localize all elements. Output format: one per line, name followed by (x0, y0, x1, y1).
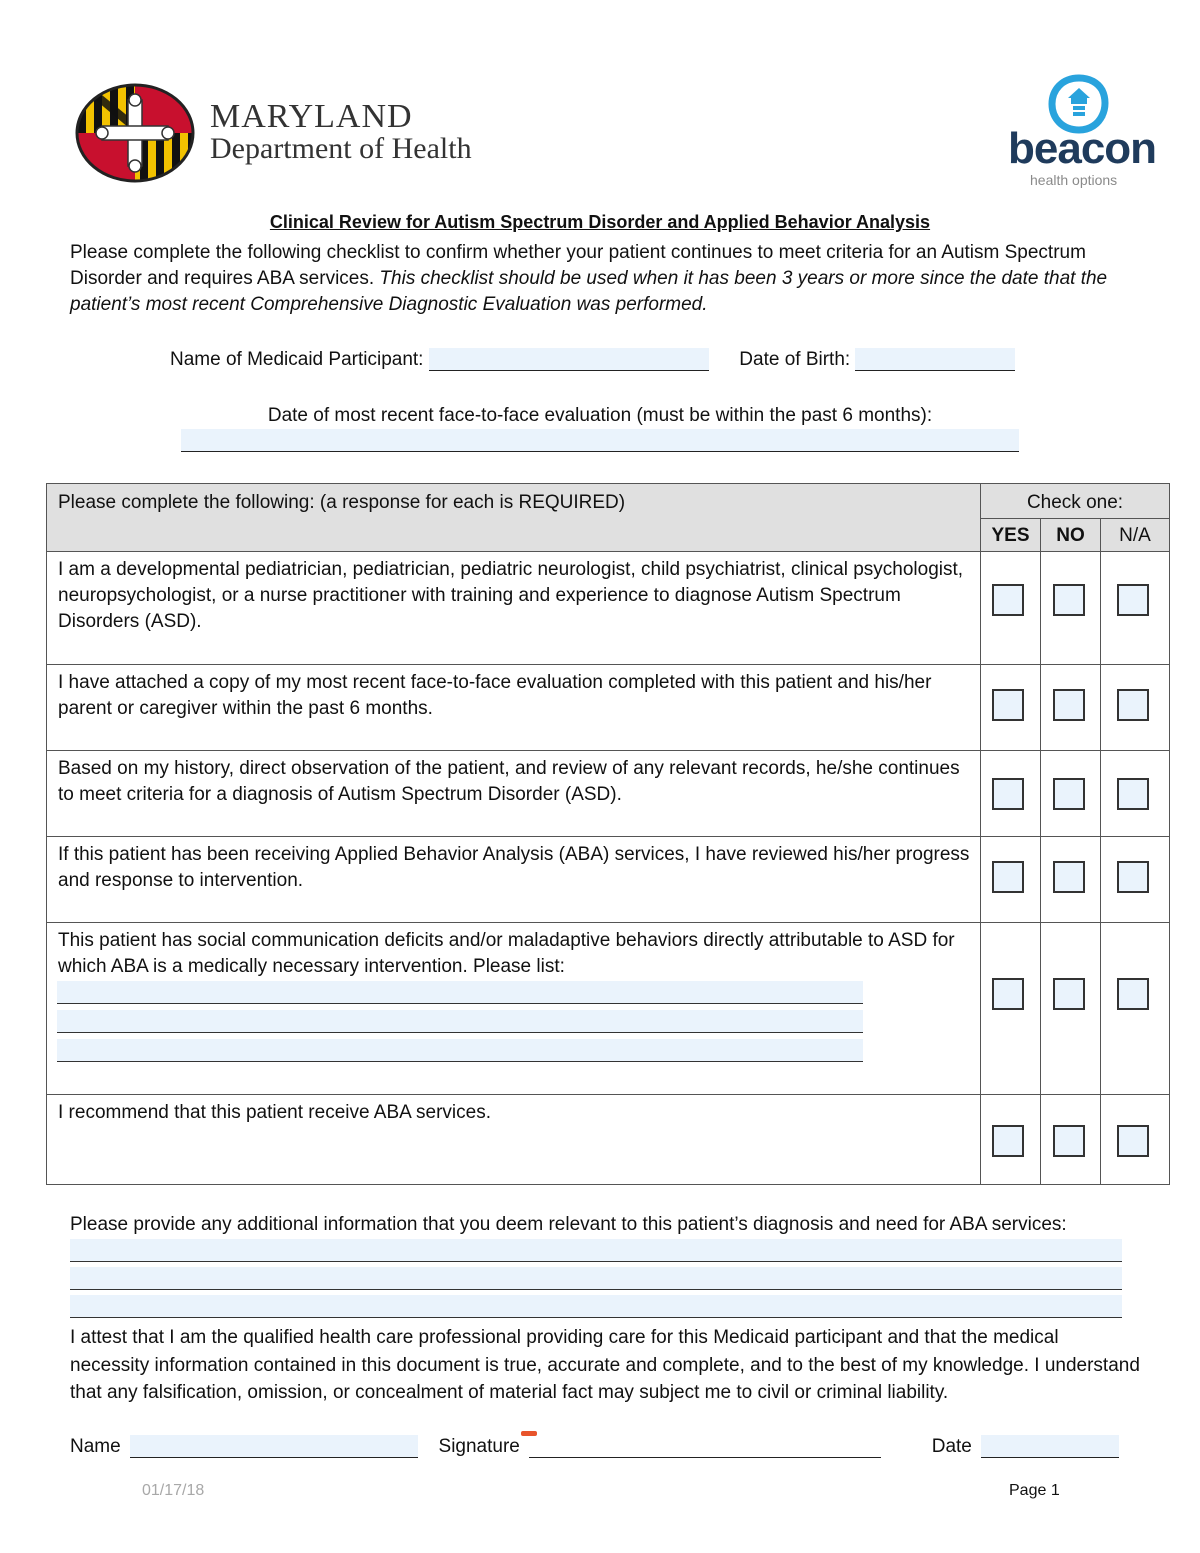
beacon-logo (1000, 70, 1160, 190)
page-number: Page 1 (1009, 1482, 1060, 1499)
dob-label: Date of Birth: (739, 349, 851, 370)
row-6-no-checkbox[interactable] (1053, 1125, 1085, 1157)
participant-row (170, 348, 1015, 371)
eval-date-field[interactable] (181, 429, 1019, 452)
deficits-list-line-3[interactable] (57, 1039, 863, 1062)
additional-info-line-1[interactable] (70, 1239, 1122, 1262)
additional-info-line-2[interactable] (70, 1267, 1122, 1290)
table-header-prompt: Please complete the following: (a response for each is REQUIRED) (58, 492, 626, 513)
row-4-yes-checkbox[interactable] (992, 861, 1024, 893)
beacon-wordmark: beacon (1008, 124, 1157, 173)
name-label: Name (70, 1436, 121, 1457)
row-5-na-checkbox[interactable] (1117, 978, 1149, 1010)
row-2-na-checkbox[interactable] (1117, 689, 1149, 721)
intro-plain: Please complete the following checklist to confirm whether your patient continues to meet criteria for an Autism Spectrum Disorder and requires ABA services. (70, 242, 1086, 289)
dob-field[interactable] (855, 348, 1015, 371)
department-title: Department of Health (210, 132, 472, 165)
participant-label: Name of Medicaid Participant: (170, 349, 424, 370)
row-4-text: If this patient has been receiving Applied Behavior Analysis (ABA) services, I have reviewed his/her progress and response to intervention. (58, 844, 970, 891)
row-6-na-checkbox[interactable] (1117, 1125, 1149, 1157)
additional-info-line-3[interactable] (70, 1295, 1122, 1318)
maryland-logo (74, 82, 554, 184)
row-2-text: I have attached a copy of my most recent face-to-face evaluation completed with this patient and his/her parent or caregiver within the past 6 months. (58, 672, 932, 719)
signer-name-field[interactable] (130, 1435, 418, 1458)
check-one-label: Check one: (1026, 492, 1124, 513)
row-6-text: I recommend that this patient receive ABA services. (58, 1102, 491, 1123)
signature-date-field[interactable] (981, 1435, 1119, 1458)
row-1-yes-checkbox[interactable] (992, 584, 1024, 616)
row-1-na-checkbox[interactable] (1117, 584, 1149, 616)
row-3-text: Based on my history, direct observation of the patient, and review of any relevant records, he/she continues to meet criteria for a diagnosis of Autism Spectrum Disorder (ASD). (58, 758, 960, 805)
col-na-label: N/A (1119, 525, 1151, 546)
row-2-yes-checkbox[interactable] (992, 689, 1024, 721)
maryland-title: MARYLAND (210, 98, 413, 135)
row-3-na-checkbox[interactable] (1117, 778, 1149, 810)
row-6-yes-checkbox[interactable] (992, 1125, 1024, 1157)
attestation-text: I attest that I am the qualified health care professional providing care for this Medicaid participant and that the medical necessity information contained in this document is true, accurate and complete, and to the best of my knowledge. I understand that any falsification, omission, or concealment of material fact may subject me to civil or criminal liability. (70, 1327, 1140, 1403)
revision-date: 01/17/18 (142, 1482, 205, 1499)
form-intro (70, 240, 1130, 318)
maryland-flag-seal-icon (74, 82, 196, 184)
form-title: Clinical Review for Autism Spectrum Disorder and Applied Behavior Analysis (269, 212, 931, 232)
participant-name-field[interactable] (429, 348, 709, 371)
col-no-label: NO (1056, 525, 1085, 546)
row-1-no-checkbox[interactable] (1053, 584, 1085, 616)
row-4-no-checkbox[interactable] (1053, 861, 1085, 893)
checklist-table (46, 483, 1170, 1185)
beacon-tagline: health options (1030, 172, 1118, 188)
row-5-text: This patient has social communication deficits and/or maladaptive behaviors directly attributable to ASD for which ABA is a medically necessary intervention. Please list: (58, 930, 955, 977)
signature-flag-icon[interactable] (521, 1431, 537, 1436)
signature-field[interactable] (529, 1435, 881, 1458)
col-yes-label: YES (991, 525, 1030, 546)
row-3-yes-checkbox[interactable] (992, 778, 1024, 810)
date-label: Date (931, 1436, 972, 1457)
additional-info-label: Please provide any additional information that you deem relevant to this patient’s diagnosis and need for ABA services: (70, 1214, 1067, 1235)
row-1-text: I am a developmental pediatrician, pediatrician, pediatric neurologist, child psychiatrist, clinical psychologist, neuropsychologist, or a nurse practitioner with training and experience to diagnose Autism Spectrum Disorders (ASD). (58, 559, 964, 632)
row-5-yes-checkbox[interactable] (992, 978, 1024, 1010)
deficits-list-line-2[interactable] (57, 1010, 863, 1033)
signature-label: Signature (438, 1436, 520, 1457)
signature-row (70, 1435, 1119, 1458)
row-4-na-checkbox[interactable] (1117, 861, 1149, 893)
intro-italic: This checklist should be used when it has been 3 years or more since the date that the patient’s most recent Comprehensive Diagnostic Evaluation was performed. (70, 268, 1108, 315)
deficits-list-line-1[interactable] (57, 981, 863, 1004)
row-5-no-checkbox[interactable] (1053, 978, 1085, 1010)
row-3-no-checkbox[interactable] (1053, 778, 1085, 810)
eval-date-label: Date of most recent face-to-face evaluation (must be within the past 6 months): (267, 405, 933, 426)
row-2-no-checkbox[interactable] (1053, 689, 1085, 721)
